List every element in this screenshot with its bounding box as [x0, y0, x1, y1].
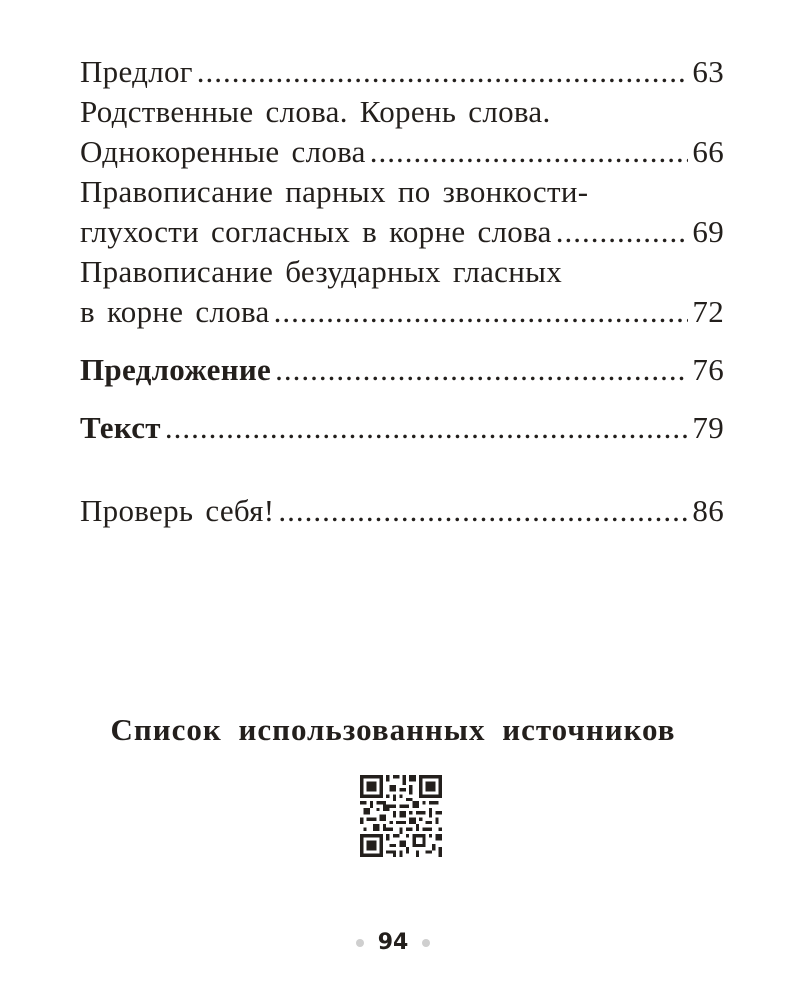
- toc-entry-tekst[interactable]: [80, 408, 724, 448]
- dot-leader: [275, 350, 688, 390]
- toc-entry-title-line: Родственные слова. Корень слова.: [80, 94, 551, 129]
- dot-leader: [556, 212, 689, 252]
- toc-entry-title: в корне слова: [80, 294, 270, 329]
- qr-code-icon[interactable]: [360, 775, 442, 857]
- toc-entry-bezudarnye-glasnye[interactable]: [80, 252, 724, 332]
- dot-leader: [197, 52, 689, 92]
- page-number: 94: [377, 930, 409, 955]
- toc-entry-rodstvennye-slova[interactable]: [80, 92, 724, 172]
- toc-entry-parnye-soglasnye[interactable]: [80, 172, 724, 252]
- dot-leader: [274, 292, 689, 332]
- dot-leader: [370, 132, 689, 172]
- toc-entry-title: Текст: [80, 410, 161, 445]
- toc-entry-predlog[interactable]: [80, 52, 724, 92]
- bullet-dot-left: [356, 939, 364, 947]
- toc-page-number: 76: [692, 352, 724, 387]
- page-footer: [0, 930, 786, 955]
- toc-entry-title-line: Правописание парных по звонкости-: [80, 174, 589, 209]
- toc-entry-title: Однокоренные слова: [80, 134, 366, 169]
- toc-page-number: 63: [692, 54, 724, 89]
- toc-page-number: 72: [692, 294, 724, 329]
- toc-page-number: 66: [692, 134, 724, 169]
- toc-entry-predlozhenie[interactable]: [80, 350, 724, 390]
- dot-leader: [165, 408, 689, 448]
- bullet-dot-right: [422, 939, 430, 947]
- toc-entry-title-line: Правописание безударных гласных: [80, 254, 563, 289]
- toc-page-number: 86: [692, 493, 724, 528]
- toc-entry-title: глухости согласных в корне слова: [80, 214, 552, 249]
- table-of-contents: [80, 52, 724, 531]
- toc-entry-title: Проверь себя!: [80, 493, 275, 528]
- toc-entry-prover-sebya[interactable]: [80, 491, 724, 531]
- toc-page-number: 69: [692, 214, 724, 249]
- dot-leader: [278, 491, 688, 531]
- toc-page-number: 79: [692, 410, 724, 445]
- toc-entry-title: Предлог: [80, 54, 193, 89]
- sources-heading: Список использованных источников: [110, 712, 676, 747]
- toc-entry-title: Предложение: [80, 352, 272, 387]
